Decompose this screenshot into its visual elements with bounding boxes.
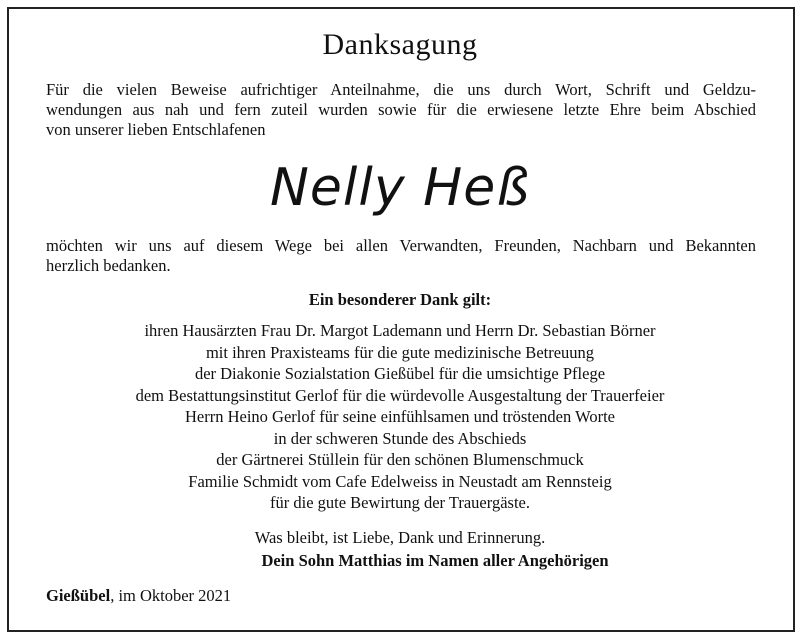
thanks-line: der Gärtnerei Stüllein für den schönen Blumenschmuck [216, 450, 584, 469]
notice-title: Danksagung [322, 28, 478, 61]
closing-line: möchten wir uns auf diesem Wege bei allen Verwandten, Freunden, Nachbarn und Bekannten [46, 236, 756, 255]
thanks-line: Familie Schmidt vom Cafe Edelweiss in Neustadt am Rennsteig [188, 471, 612, 491]
special-thanks-heading: Ein besonderer Dank gilt: [308, 290, 492, 309]
thanks-line: dem Bestattungsinstitut Gerlof für die würdevolle Ausgestaltung der Trauerfeier [135, 385, 665, 405]
intro-line: wendungen aus nah und fern zuteil wurden sowie für die erwiesene letzte Ehre beim Abschied [46, 100, 756, 119]
thanks-line: ihren Hausärzten Frau Dr. Margot Lademann und Herrn Dr. Sebastian Börner [144, 321, 656, 340]
intro-line: Für die vielen Beweise aufrichtiger Anteilnahme, die uns durch Wort, Schrift und Geldzu- [46, 80, 756, 99]
thanks-line: der Diakonie Sozialstation Gießübel für die umsichtige Pflege [194, 364, 606, 383]
thanks-line: in der schweren Stunde des Abschieds [273, 428, 527, 448]
thanks-line: mit ihren Praxisteams für die gute medizinische Betreuung [205, 342, 595, 362]
closing-paragraph [46, 236, 756, 276]
thanks-line: für die gute Bewirtung der Trauergäste. [270, 493, 530, 512]
thanks-line: Herrn Heino Gerlof für seine einfühlsamen und tröstenden Worte [185, 407, 615, 426]
intro-paragraph [46, 80, 756, 140]
signature: Dein Sohn Matthias im Namen aller Angehörigen [261, 551, 609, 570]
intro-line: von unserer lieben Entschlafenen [46, 120, 266, 139]
place-and-date [46, 586, 231, 606]
place-town: Gießübel [46, 586, 111, 605]
motto: Was bleibt, ist Liebe, Dank und Erinnerung. [254, 528, 546, 547]
special-thanks-list [0, 320, 800, 514]
deceased-name: Nelly Heß [270, 158, 530, 218]
place-date: , im Oktober 2021 [110, 586, 232, 605]
closing-line: herzlich bedanken. [46, 256, 171, 275]
